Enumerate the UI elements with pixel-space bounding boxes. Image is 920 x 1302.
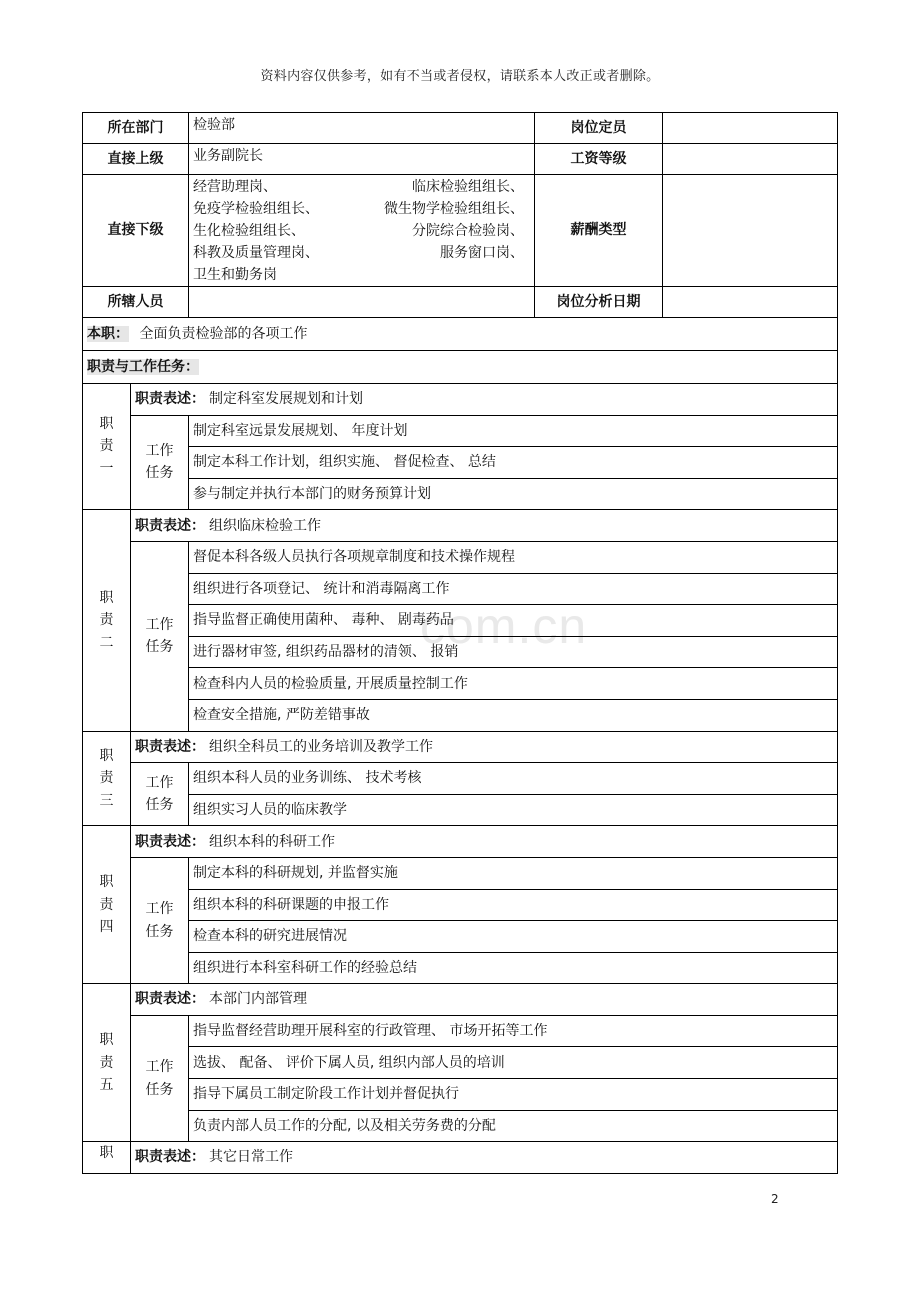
statement-text: 组织本科的科研工作: [209, 833, 335, 850]
duty-statement-row: [83, 731, 838, 763]
dept-label: 所在部门: [83, 113, 189, 144]
task-row: [83, 1015, 838, 1047]
quota-label: 岗位定员: [535, 113, 663, 144]
task-item: 组织进行各项登记、 统计和消毒隔离工作: [189, 573, 838, 605]
subordinate-label: 直接下级: [83, 175, 189, 287]
task-row: [83, 763, 838, 795]
statement-label: 职责表述：: [135, 991, 205, 1008]
statement-label: 职责表述：: [135, 1149, 205, 1166]
task-item: 进行器材审签, 组织药品器材的清领、 报销: [189, 636, 838, 668]
task-item: 选拔、 配备、 评价下属人员, 组织内部人员的培训: [189, 1047, 838, 1079]
staff-label: 所辖人员: [83, 287, 189, 318]
task-label-line: 工作: [145, 1059, 174, 1076]
duty-label-char: 职: [99, 1145, 114, 1162]
task-row: [83, 668, 838, 700]
statement-label: 职责表述：: [135, 517, 205, 534]
task-label: [131, 415, 189, 510]
task-item: 制定本科的科研规划, 并监督实施: [189, 857, 838, 889]
subordinate-item: 科教及质量管理岗、: [193, 244, 319, 261]
task-item: 指导监督经营助理开展科室的行政管理、 市场开拓等工作: [189, 1015, 838, 1047]
task-label: [131, 541, 189, 731]
wage-value: [663, 144, 838, 175]
task-item: 指导监督正确使用菌种、 毒种、 剧毒药品: [189, 605, 838, 637]
duty-statement: [131, 826, 838, 858]
duty-label: [83, 826, 131, 984]
task-item: 组织进行本科室科研工作的经验总结: [189, 952, 838, 984]
task-row: [83, 478, 838, 510]
duty-label: [83, 1142, 131, 1174]
header-disclaimer: 资料内容仅供参考，如有不当或者侵权，请联系本人改正或者删除。: [260, 69, 660, 84]
superior-value: 业务副院长: [189, 144, 535, 175]
role-text: 全面负责检验部的各项工作: [139, 325, 308, 342]
duty-statement-row: [83, 826, 838, 858]
statement-text: 本部门内部管理: [209, 991, 307, 1008]
statement-label: 职责表述：: [135, 833, 205, 850]
row-staff: [83, 287, 838, 318]
page-number: 2: [771, 1192, 779, 1206]
duty-statement-row: [83, 1142, 838, 1174]
task-row: [83, 921, 838, 953]
duty-label-char: 职: [99, 589, 114, 606]
task-item: 制定科室远景发展规划、 年度计划: [189, 415, 838, 447]
duty-statement: [131, 384, 838, 416]
duty-label-char: 职: [99, 747, 114, 764]
statement-text: 制定科室发展规划和计划: [209, 391, 363, 408]
duty-label: [83, 984, 131, 1142]
task-item: 组织实习人员的临床教学: [189, 794, 838, 826]
task-item: 组织本科的科研课题的申报工作: [189, 889, 838, 921]
duty-label-char: 二: [99, 634, 114, 651]
duty-label-char: 一: [99, 460, 114, 477]
duty-label-char: 职: [99, 874, 114, 891]
row-superior: [83, 144, 838, 175]
role-cell: [83, 318, 838, 351]
task-item: 检查科内人员的检验质量, 开展质量控制工作: [189, 668, 838, 700]
duty-label-char: 职: [99, 1032, 114, 1049]
task-item: 指导下属员工制定阶段工作计划并督促执行: [189, 1079, 838, 1111]
task-label-line: 任务: [145, 465, 174, 482]
statement-label: 职责表述：: [135, 391, 205, 408]
subordinate-list: [189, 175, 535, 287]
row-subordinates: [83, 175, 838, 287]
job-description-table: [82, 112, 838, 1174]
subordinate-item: 生化检验组组长、: [193, 222, 305, 239]
statement-label: 职责表述：: [135, 738, 205, 755]
analysis-date-label: 岗位分析日期: [535, 287, 663, 318]
task-row: [83, 794, 838, 826]
role-label: 本职：: [87, 325, 129, 342]
row-role: [83, 318, 838, 351]
duty-label-char: 责: [99, 612, 114, 629]
task-item: 检查本科的研究进展情况: [189, 921, 838, 953]
subordinate-item: 卫生和勤务岗: [193, 266, 277, 283]
staff-value: [189, 287, 535, 318]
watermark: com.cn: [420, 598, 588, 654]
task-row: [83, 1047, 838, 1079]
task-item: 组织本科人员的业务训练、 技术考核: [189, 763, 838, 795]
task-label-line: 任务: [145, 797, 174, 814]
duty-statement-row: [83, 384, 838, 416]
task-row: [83, 636, 838, 668]
subordinate-item: 微生物学检验组组长、: [384, 200, 524, 217]
duties-title: 职责与工作任务：: [87, 358, 199, 375]
duty-label: [83, 384, 131, 510]
task-label: [131, 1015, 189, 1141]
task-item: 督促本科各级人员执行各项规章制度和技术操作规程: [189, 541, 838, 573]
task-row: [83, 699, 838, 731]
task-item: 检查安全措施, 严防差错事故: [189, 699, 838, 731]
task-label-line: 工作: [145, 901, 174, 918]
duty-label: [83, 731, 131, 826]
task-row: [83, 541, 838, 573]
duty-statement: [131, 984, 838, 1016]
quota-value: [663, 113, 838, 144]
duty-statement-row: [83, 984, 838, 1016]
task-row: [83, 573, 838, 605]
superior-label: 直接上级: [83, 144, 189, 175]
task-row: [83, 1110, 838, 1142]
task-item: 制定本科工作计划，组织实施、 督促检查、 总结: [189, 447, 838, 479]
pay-type-label: 薪酬类型: [535, 175, 663, 287]
task-label: [131, 763, 189, 826]
pay-type-value: [663, 175, 838, 287]
duties-title-cell: [83, 351, 838, 384]
task-label-line: 任务: [145, 1081, 174, 1098]
statement-text: 组织临床检验工作: [209, 517, 321, 534]
duty-label-char: 责: [99, 896, 114, 913]
duty-statement: [131, 510, 838, 542]
duty-statement-row: [83, 510, 838, 542]
duty-label-char: 责: [99, 438, 114, 455]
subordinate-item: 临床检验组组长、: [412, 178, 524, 195]
duty-label-char: 五: [99, 1076, 114, 1093]
task-label-line: 任务: [145, 639, 174, 656]
statement-text: 组织全科员工的业务培训及教学工作: [209, 738, 433, 755]
task-label-line: 工作: [145, 774, 174, 791]
task-row: [83, 857, 838, 889]
task-row: [83, 889, 838, 921]
duty-label-char: 责: [99, 1054, 114, 1071]
task-row: [83, 415, 838, 447]
task-label-line: 任务: [145, 923, 174, 940]
task-label-line: 工作: [145, 616, 174, 633]
row-department: [83, 113, 838, 144]
task-row: [83, 1079, 838, 1111]
task-label: [131, 857, 189, 983]
task-item: 负责内部人员工作的分配, 以及相关劳务费的分配: [189, 1110, 838, 1142]
analysis-date-value: [663, 287, 838, 318]
task-row: [83, 605, 838, 637]
wage-label: 工资等级: [535, 144, 663, 175]
task-row: [83, 952, 838, 984]
statement-text: 其它日常工作: [209, 1149, 293, 1166]
row-duties-title: [83, 351, 838, 384]
duty-label: [83, 510, 131, 731]
duty-statement: [131, 731, 838, 763]
duty-label-char: 责: [99, 770, 114, 787]
duty-label-char: 职: [99, 416, 114, 433]
task-row: [83, 447, 838, 479]
duty-label-char: 四: [99, 918, 114, 935]
task-item: 参与制定并执行本部门的财务预算计划: [189, 478, 838, 510]
dept-value: 检验部: [189, 113, 535, 144]
duty-label-char: 三: [99, 792, 114, 809]
subordinate-item: 免疫学检验组组长、: [193, 200, 319, 217]
subordinate-item: 服务窗口岗、: [440, 244, 524, 261]
task-label-line: 工作: [145, 443, 174, 460]
subordinate-item: 经营助理岗、: [193, 178, 277, 195]
duty-statement: [131, 1142, 838, 1174]
subordinate-item: 分院综合检验岗、: [412, 222, 524, 239]
